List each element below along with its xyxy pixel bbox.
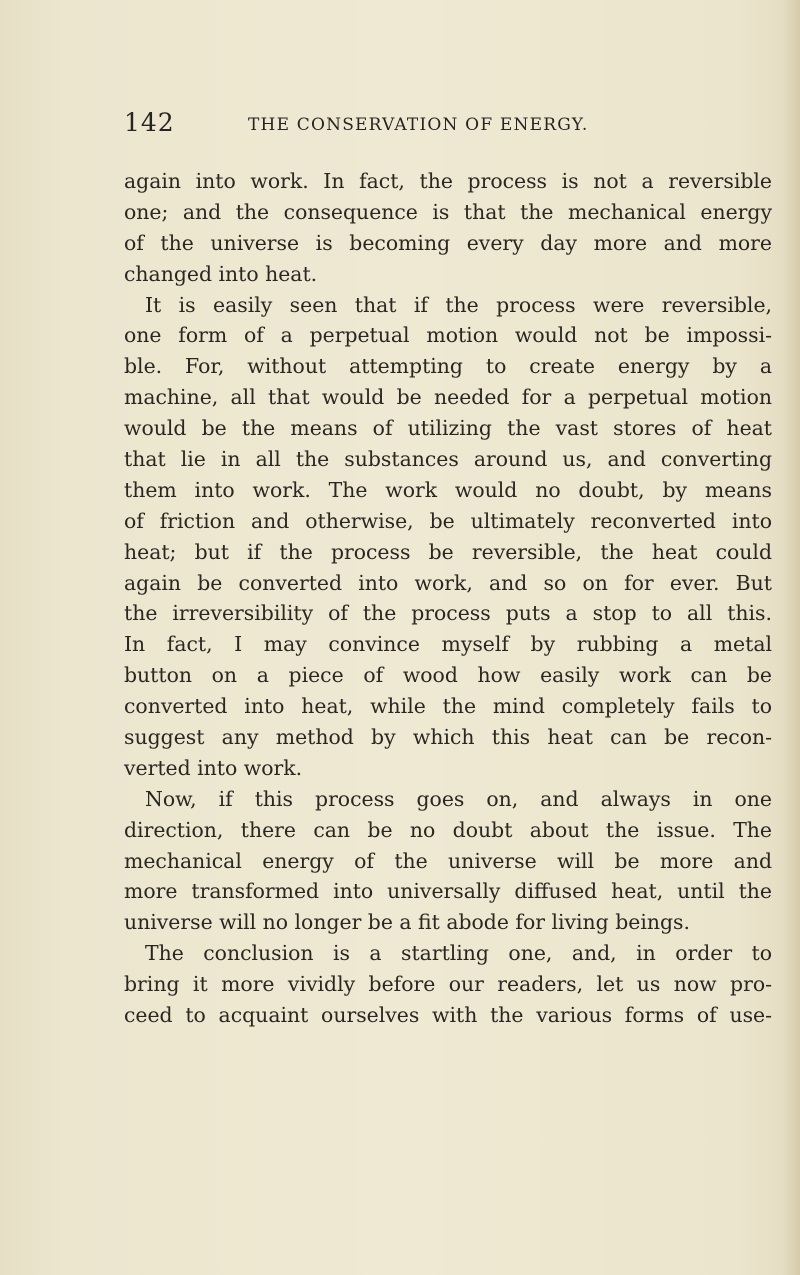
text-line: The conclusion is a startling one, and, in order to <box>145 941 772 966</box>
page-header <box>0 108 800 148</box>
body-text <box>124 166 772 1031</box>
text-line: universe will no longer be a fit abode for living beings. <box>124 910 690 935</box>
text-line: machine, all that would be needed for a perpetual motion <box>124 385 772 410</box>
text-line: Now, if this process goes on, and always in one <box>145 786 772 811</box>
text-line: mechanical energy of the universe will be more and <box>124 848 772 873</box>
text-line: heat; but if the process be reversible, the heat could <box>124 539 772 564</box>
text-line: It is easily seen that if the process were reversible, <box>145 292 772 317</box>
text-line: ceed to acquaint ourselves with the various forms of use- <box>124 1003 772 1028</box>
text-line: one; and the consequence is that the mechanical energy <box>124 199 772 224</box>
text-line: again into work. In fact, the process is not a reversible <box>124 169 772 193</box>
text-line: again be converted into work, and so on for ever. But <box>124 570 772 595</box>
text-line: one form of a perpetual motion would not be impossi- <box>124 323 772 348</box>
text-line: suggest any method by which this heat can be recon- <box>124 725 772 750</box>
page-number: 142 <box>124 108 175 137</box>
text-line: more transformed into universally diffused heat, until the <box>124 879 772 904</box>
text-line: In fact, I may convince myself by rubbing a metal <box>124 632 772 657</box>
text-line: converted into heat, while the mind completely fails to <box>124 694 772 719</box>
text-line: of friction and otherwise, be ultimately reconverted into <box>124 508 772 533</box>
running-head: THE CONSERVATION OF ENERGY. <box>248 115 589 135</box>
text-line: verted into work. <box>124 755 303 780</box>
text-line: would be the means of utilizing the vast stores of heat <box>124 416 772 441</box>
text-line: ble. For, without attempting to create energy by a <box>124 354 772 379</box>
text-line: the irreversibility of the process puts a stop to all this. <box>124 601 772 626</box>
text-line: direction, there can be no doubt about the issue. The <box>124 817 772 842</box>
text-line: that lie in all the substances around us, and converting <box>124 447 772 472</box>
page-edge-shadow <box>782 0 800 1275</box>
text-line: of the universe is becoming every day more and more <box>124 230 772 255</box>
text-line: them into work. The work would no doubt, by means <box>124 477 772 502</box>
text-line: bring it more vividly before our readers, let us now pro- <box>124 972 772 997</box>
text-line: button on a piece of wood how easily work can be <box>124 663 772 688</box>
text-line: changed into heat. <box>124 261 318 286</box>
